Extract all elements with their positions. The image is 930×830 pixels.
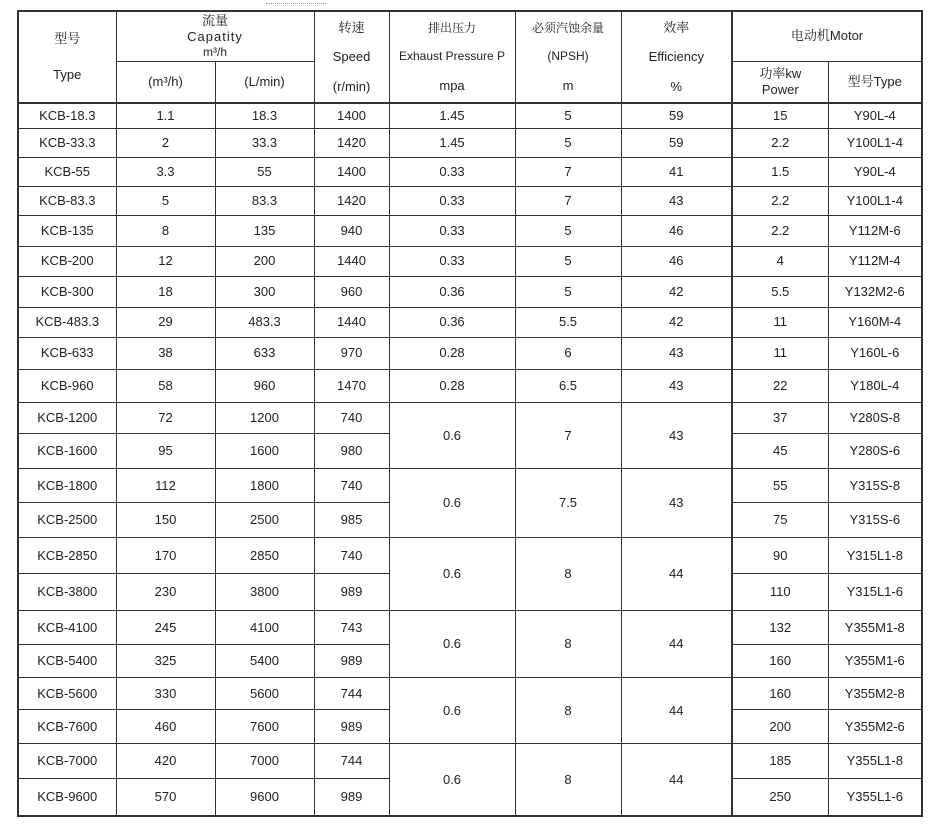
- cell-flow-lmin: 18.3: [215, 103, 314, 128]
- header-efficiency: [621, 11, 732, 103]
- header-pressure: [389, 11, 515, 103]
- cell-model: KCB-2850: [18, 537, 116, 573]
- cell-flow-m3h: 325: [116, 645, 215, 678]
- cell-pressure: 1.45: [389, 128, 515, 157]
- cell-efficiency: 43: [621, 369, 732, 402]
- cell-flow-m3h: 95: [116, 433, 215, 468]
- cell-flow-m3h: 112: [116, 468, 215, 502]
- cell-flow-lmin: 2500: [215, 502, 314, 537]
- header-power: [732, 61, 828, 103]
- cell-pressure-merged: 0.6: [389, 402, 515, 468]
- cell-flow-m3h: 460: [116, 710, 215, 744]
- cell-speed: 740: [314, 402, 389, 433]
- cell-pressure: 1.45: [389, 103, 515, 128]
- cell-efficiency-merged: 43: [621, 468, 732, 537]
- table-row: [18, 611, 922, 645]
- cell-model: KCB-1200: [18, 402, 116, 433]
- cell-speed: 1420: [314, 128, 389, 157]
- cell-motor-type: Y100L1-4: [828, 186, 922, 215]
- cell-efficiency: 42: [621, 307, 732, 337]
- header-flow-unit: m³/h: [203, 44, 227, 59]
- cell-model: KCB-300: [18, 276, 116, 307]
- cell-speed: 1400: [314, 157, 389, 186]
- cell-power: 15: [732, 103, 828, 128]
- cell-power: 185: [732, 744, 828, 779]
- header-pressure-cn: 排出压力: [428, 20, 477, 35]
- cell-flow-m3h: 420: [116, 744, 215, 779]
- cell-pressure: 0.36: [389, 276, 515, 307]
- cell-pressure: 0.33: [389, 157, 515, 186]
- header-eff-unit: %: [670, 78, 683, 94]
- cell-npsh-merged: 8: [515, 611, 621, 678]
- cell-power: 1.5: [732, 157, 828, 186]
- cell-power: 160: [732, 678, 828, 710]
- cell-efficiency: 46: [621, 246, 732, 276]
- cell-model: KCB-83.3: [18, 186, 116, 215]
- cell-speed: 743: [314, 611, 389, 645]
- cell-speed: 989: [314, 779, 389, 816]
- cell-pressure: 0.28: [389, 369, 515, 402]
- cell-flow-m3h: 58: [116, 369, 215, 402]
- cell-motor-type: Y90L-4: [828, 157, 922, 186]
- cell-npsh: 5: [515, 276, 621, 307]
- cell-model: KCB-960: [18, 369, 116, 402]
- table-row: [18, 103, 922, 128]
- cell-motor-type: Y355M2-6: [828, 710, 922, 744]
- cell-flow-m3h: 2: [116, 128, 215, 157]
- cell-motor-type: Y280S-6: [828, 433, 922, 468]
- cell-flow-lmin: 960: [215, 369, 314, 402]
- header-motor-type: 型号Type: [828, 61, 922, 103]
- cell-npsh: 7: [515, 186, 621, 215]
- cell-model: KCB-135: [18, 215, 116, 246]
- cell-motor-type: Y315S-8: [828, 468, 922, 502]
- cell-model: KCB-5400: [18, 645, 116, 678]
- table-row: [18, 337, 922, 369]
- table-row: [18, 369, 922, 402]
- cell-flow-lmin: 7000: [215, 744, 314, 779]
- cell-npsh: 5: [515, 215, 621, 246]
- cell-flow-lmin: 2850: [215, 537, 314, 573]
- cell-flow-lmin: 135: [215, 215, 314, 246]
- cell-npsh: 6.5: [515, 369, 621, 402]
- header-flow-cn: 流量: [202, 13, 229, 29]
- header-speed: [314, 11, 389, 103]
- cell-motor-type: Y355L1-6: [828, 779, 922, 816]
- header-npsh: [515, 11, 621, 103]
- cell-flow-lmin: 3800: [215, 574, 314, 611]
- header-speed-cn: 转速: [338, 19, 365, 35]
- cell-speed: 1470: [314, 369, 389, 402]
- cell-power: 2.2: [732, 186, 828, 215]
- header-flow-m3h: (m³/h): [116, 61, 215, 103]
- cell-power: 200: [732, 710, 828, 744]
- cell-motor-type: Y355M1-8: [828, 611, 922, 645]
- cell-power: 45: [732, 433, 828, 468]
- cell-flow-lmin: 1200: [215, 402, 314, 433]
- table-row: [18, 128, 922, 157]
- cell-flow-m3h: 5: [116, 186, 215, 215]
- cell-model: KCB-9600: [18, 779, 116, 816]
- cell-flow-m3h: 570: [116, 779, 215, 816]
- header-speed-en: Speed: [332, 49, 371, 65]
- cell-npsh-merged: 8: [515, 678, 621, 744]
- cell-flow-lmin: 55: [215, 157, 314, 186]
- cell-pressure-merged: 0.6: [389, 468, 515, 537]
- cell-flow-m3h: 230: [116, 574, 215, 611]
- cell-pressure-merged: 0.6: [389, 611, 515, 678]
- cell-power: 160: [732, 645, 828, 678]
- cell-efficiency: 59: [621, 128, 732, 157]
- cell-motor-type: Y355L1-8: [828, 744, 922, 779]
- cell-flow-lmin: 1600: [215, 433, 314, 468]
- cell-flow-lmin: 83.3: [215, 186, 314, 215]
- table-row: [18, 157, 922, 186]
- cell-flow-m3h: 150: [116, 502, 215, 537]
- cell-model: KCB-200: [18, 246, 116, 276]
- header-flow-lmin: (L/min): [215, 61, 314, 103]
- cell-flow-lmin: 33.3: [215, 128, 314, 157]
- cell-motor-type: Y280S-8: [828, 402, 922, 433]
- cell-speed: 989: [314, 710, 389, 744]
- cell-motor-type: Y112M-6: [828, 215, 922, 246]
- cell-npsh: 5: [515, 103, 621, 128]
- cell-motor-type: Y100L1-4: [828, 128, 922, 157]
- header-eff-en: Efficiency: [648, 49, 704, 65]
- table-row: [18, 186, 922, 215]
- cell-flow-m3h: 8: [116, 215, 215, 246]
- cell-npsh: 5: [515, 246, 621, 276]
- header-speed-unit: (r/min): [332, 78, 371, 94]
- pump-spec-table: [17, 10, 923, 817]
- cell-speed: 1420: [314, 186, 389, 215]
- cell-power: 11: [732, 337, 828, 369]
- header-model-cn: 型号: [54, 31, 81, 47]
- cell-efficiency-merged: 44: [621, 678, 732, 744]
- cell-power: 37: [732, 402, 828, 433]
- cell-power: 11: [732, 307, 828, 337]
- cell-power: 132: [732, 611, 828, 645]
- cell-speed: 744: [314, 678, 389, 710]
- cell-flow-m3h: 245: [116, 611, 215, 645]
- cell-flow-lmin: 5600: [215, 678, 314, 710]
- cell-npsh-merged: 8: [515, 537, 621, 610]
- cell-model: KCB-5600: [18, 678, 116, 710]
- cell-pressure-merged: 0.6: [389, 744, 515, 816]
- cell-flow-m3h: 1.1: [116, 103, 215, 128]
- cell-pressure: 0.33: [389, 215, 515, 246]
- cell-motor-type: Y90L-4: [828, 103, 922, 128]
- cell-npsh: 6: [515, 337, 621, 369]
- cell-flow-lmin: 7600: [215, 710, 314, 744]
- cell-flow-m3h: 72: [116, 402, 215, 433]
- cell-power: 22: [732, 369, 828, 402]
- cell-pressure-merged: 0.6: [389, 537, 515, 610]
- cell-efficiency: 41: [621, 157, 732, 186]
- cell-flow-m3h: 29: [116, 307, 215, 337]
- header-flow-en: Capatity: [187, 29, 243, 45]
- cell-speed: 1440: [314, 307, 389, 337]
- header-motor: 电动机Motor: [732, 11, 922, 61]
- table-row: [18, 215, 922, 246]
- table-row: [18, 246, 922, 276]
- cell-motor-type: Y315L1-6: [828, 574, 922, 611]
- table-row: [18, 537, 922, 573]
- table-row: [18, 307, 922, 337]
- header-power-en: Power: [761, 81, 799, 97]
- cell-flow-m3h: 12: [116, 246, 215, 276]
- header-model: [18, 11, 116, 103]
- header-npsh-en: (NPSH): [547, 49, 589, 64]
- cell-speed: 989: [314, 645, 389, 678]
- cell-model: KCB-7000: [18, 744, 116, 779]
- cell-flow-m3h: 38: [116, 337, 215, 369]
- cell-npsh: 5: [515, 128, 621, 157]
- cell-speed: 744: [314, 744, 389, 779]
- cell-flow-lmin: 1800: [215, 468, 314, 502]
- cell-model: KCB-1600: [18, 433, 116, 468]
- cell-power: 5.5: [732, 276, 828, 307]
- cell-model: KCB-1800: [18, 468, 116, 502]
- cell-flow-lmin: 4100: [215, 611, 314, 645]
- cell-motor-type: Y112M-4: [828, 246, 922, 276]
- cell-power: 250: [732, 779, 828, 816]
- cell-power: 2.2: [732, 215, 828, 246]
- cell-flow-lmin: 633: [215, 337, 314, 369]
- cell-efficiency: 42: [621, 276, 732, 307]
- cell-efficiency-merged: 44: [621, 611, 732, 678]
- cell-speed: 989: [314, 574, 389, 611]
- table-row: [18, 744, 922, 779]
- cell-speed: 1440: [314, 246, 389, 276]
- cell-speed: 970: [314, 337, 389, 369]
- cell-model: KCB-55: [18, 157, 116, 186]
- cell-model: KCB-33.3: [18, 128, 116, 157]
- cell-motor-type: Y132M2-6: [828, 276, 922, 307]
- cell-pressure: 0.33: [389, 186, 515, 215]
- cell-npsh: 5.5: [515, 307, 621, 337]
- cell-speed: 740: [314, 537, 389, 573]
- cell-flow-lmin: 200: [215, 246, 314, 276]
- cell-pressure-merged: 0.6: [389, 678, 515, 744]
- header-flow: [116, 11, 314, 61]
- cell-npsh: 7: [515, 157, 621, 186]
- table-row: [18, 468, 922, 502]
- table-row: [18, 276, 922, 307]
- cell-npsh-merged: 7.5: [515, 468, 621, 537]
- header-pressure-en: Exhaust Pressure P: [398, 49, 506, 64]
- header-npsh-cn: 必须汽蚀余量: [532, 20, 605, 35]
- cell-motor-type: Y315L1-8: [828, 537, 922, 573]
- cell-model: KCB-2500: [18, 502, 116, 537]
- table-row: [18, 402, 922, 433]
- cell-power: 75: [732, 502, 828, 537]
- cell-flow-lmin: 9600: [215, 779, 314, 816]
- cell-npsh-merged: 8: [515, 744, 621, 816]
- cell-pressure: 0.28: [389, 337, 515, 369]
- cell-model: KCB-7600: [18, 710, 116, 744]
- header-model-en: Type: [53, 67, 82, 82]
- cell-motor-type: Y160L-6: [828, 337, 922, 369]
- cell-model: KCB-4100: [18, 611, 116, 645]
- cell-motor-type: Y315S-6: [828, 502, 922, 537]
- cell-flow-lmin: 300: [215, 276, 314, 307]
- cell-power: 55: [732, 468, 828, 502]
- cell-flow-m3h: 18: [116, 276, 215, 307]
- cell-motor-type: Y160M-4: [828, 307, 922, 337]
- cell-efficiency: 59: [621, 103, 732, 128]
- header-eff-cn: 效率: [663, 19, 690, 35]
- cell-flow-m3h: 170: [116, 537, 215, 573]
- cell-power: 110: [732, 574, 828, 611]
- cell-speed: 940: [314, 215, 389, 246]
- cell-npsh-merged: 7: [515, 402, 621, 468]
- cell-motor-type: Y180L-4: [828, 369, 922, 402]
- cell-efficiency-merged: 44: [621, 744, 732, 816]
- cell-flow-lmin: 483.3: [215, 307, 314, 337]
- cell-pressure: 0.36: [389, 307, 515, 337]
- cell-flow-lmin: 5400: [215, 645, 314, 678]
- cell-speed: 1400: [314, 103, 389, 128]
- cell-model: KCB-633: [18, 337, 116, 369]
- header-power-cn: 功率kw: [759, 66, 802, 82]
- cell-model: KCB-483.3: [18, 307, 116, 337]
- cell-speed: 740: [314, 468, 389, 502]
- cell-efficiency-merged: 44: [621, 537, 732, 610]
- cell-speed: 980: [314, 433, 389, 468]
- cell-efficiency-merged: 43: [621, 402, 732, 468]
- cell-motor-type: Y355M1-6: [828, 645, 922, 678]
- cell-model: KCB-18.3: [18, 103, 116, 128]
- cell-power: 2.2: [732, 128, 828, 157]
- scan-artifact: [266, 3, 326, 7]
- cell-flow-m3h: 330: [116, 678, 215, 710]
- header-pressure-unit: mpa: [439, 77, 465, 93]
- cell-power: 90: [732, 537, 828, 573]
- cell-speed: 960: [314, 276, 389, 307]
- cell-pressure: 0.33: [389, 246, 515, 276]
- cell-power: 4: [732, 246, 828, 276]
- header-npsh-unit: m: [562, 77, 574, 93]
- cell-flow-m3h: 3.3: [116, 157, 215, 186]
- cell-efficiency: 46: [621, 215, 732, 246]
- cell-speed: 985: [314, 502, 389, 537]
- cell-model: KCB-3800: [18, 574, 116, 611]
- cell-motor-type: Y355M2-8: [828, 678, 922, 710]
- cell-efficiency: 43: [621, 186, 732, 215]
- table-row: [18, 678, 922, 710]
- cell-efficiency: 43: [621, 337, 732, 369]
